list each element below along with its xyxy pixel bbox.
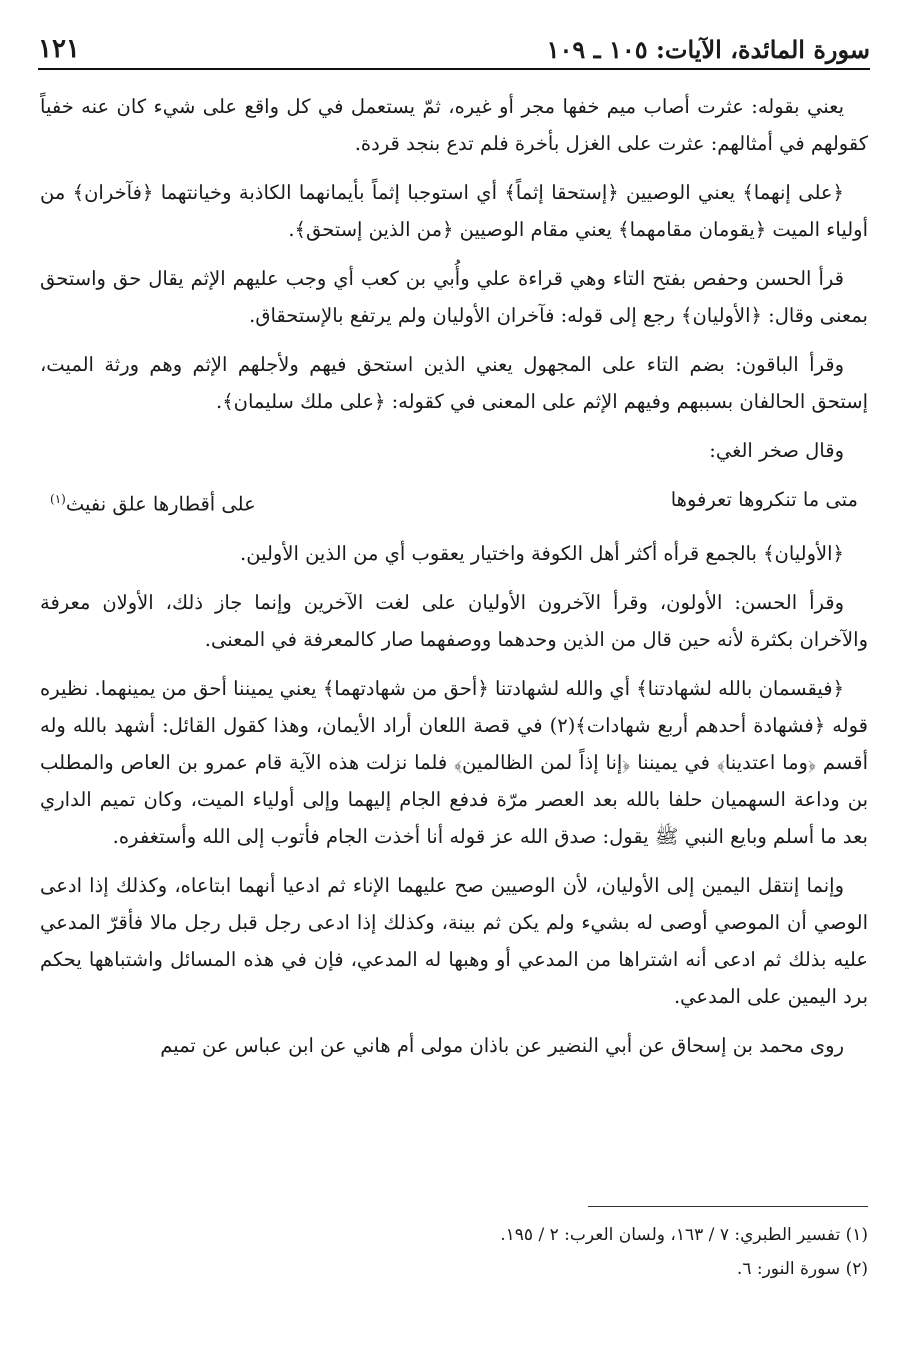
paragraph: يعني بقوله: عثرت أصاب ميم خفها مجر أو غيره، ثمّ يستعمل في كل واقع على شيء كان عنه خفياً كقولهم في أمثالهم: عثرت على الغزل بأخرة فلم تدع بنجد قردة. (40, 95, 868, 155)
paragraph: ﴿فيقسمان بالله لشهادتنا﴾ أي والله لشهادتنا ﴿أحق من شهادتهما﴾ يعني يميننا أحق من يمينهما. نظيره قوله ﴿فشهادة أحدهم أربع شهادات﴾(٢) في قصة اللعان أراد الأيمان، وهذا كقول القائل: أشهد بالله وله أقسم ﴿وما اعتدينا﴾ في يميننا ﴿إنا إذاً لمن الظالمين﴾ فلما نزلت هذه الآية قام عمرو بن العاص والمطلب بن وداعة السهميان حلفا بالله بعد العصر مرّة فدفع الجام إليهما وإلى أولياء الميت، وكان تميم الداري بعد ما أسلم وبايع النبي ﷺ يقول: صدق الله عز قوله أنا أخذت الجام فأتوب إلى الله وأستغفره. (40, 676, 868, 848)
paragraph: قرأ الحسن وحفص بفتح التاء وهي قراءة علي وأُبي بن كعب أي وجب عليهم الإثم يقال حق واستحق بمعنى وقال: ﴿الأوليان﴾ رجع إلى قوله: فآخران الأوليان ولم يرتفع بالإستحقاق. (40, 267, 868, 327)
verse-second-hemistich (50, 481, 256, 523)
paragraph: وقال صخر الغي: (709, 439, 844, 462)
footnote-marker: (١) (50, 492, 66, 506)
paragraph: روى محمد بن إسحاق عن أبي النضير عن باذان مولى أم هاني عن ابن عباس عن تميم (160, 1033, 844, 1057)
footnote-divider (588, 1206, 868, 1207)
paragraph: وقرأ الحسن: الأولون، وقرأ الآخرون الأوليان على لغت الآخرين وإنما جاز ذلك، الأولان معرفة والآخران بكثرة لأنه حين قال من الذين وحدهما ووصفهما صار كالمعرفة في المعنى. (40, 590, 868, 651)
page-title: سورة المائدة، الآيات: ١٠٥ ـ ١٠٩ (546, 35, 870, 64)
footnotes (40, 1218, 868, 1286)
paragraph: وإنما إنتقل اليمين إلى الأوليان، لأن الوصيين صح عليهما الإناء ثم ادعيا أنهما ابتاعاه، وكذلك إذا ادعى الوصي أن الموصي أوصى له بشيء ولم يكن ثم بينة، وكذلك إذا ادعى رجل قبل رجل مالا فأقرّ المدعي عليه بذلك ثم ادعى أنه اشتراها من المدعي أو وهبها له المدعي، فإن في هذه المسائل واشتباهها يحكم برد اليمين على المدعي. (40, 873, 868, 1008)
verse-first-hemistich: متى ما تنكروها تعرفوها (670, 488, 858, 511)
paragraph: وقرأ الباقون: بضم التاء على المجهول يعني الذين استحق فيهم ولأجلهم الإثم وهم ورثة الميت، إستحق الحالفان بسببهم وفيهم الإثم على المعنى في كقوله: ﴿على ملك سليمان﴾. (40, 353, 868, 413)
page-number: ١٢١ (38, 34, 80, 64)
poetry-verse (40, 481, 868, 523)
verse-second-text: على أقطارها علق نفيث (65, 492, 256, 516)
footnote: (٢) سورة النور: ٦. (736, 1259, 868, 1279)
page-body (40, 88, 868, 1076)
paragraph: ﴿على إنهما﴾ يعني الوصيين ﴿إستحقا إثماً﴾ أي استوجبا إثماً بأيمانهما الكاذبة وخيانتهما ﴿فآخران﴾ من أولياء الميت ﴿يقومان مقامهما﴾ يعني مقام الوصيين ﴿من الذين إستحق﴾. (40, 181, 868, 241)
paragraph: ﴿الأوليان﴾ بالجمع قرأه أكثر أهل الكوفة واختيار يعقوب أي من الذين الأولين. (240, 541, 844, 565)
footnote: (١) تفسير الطبري: ٧ / ١٦٣، ولسان العرب: ٢ / ١٩٥. (500, 1225, 868, 1245)
page-header (38, 28, 870, 70)
